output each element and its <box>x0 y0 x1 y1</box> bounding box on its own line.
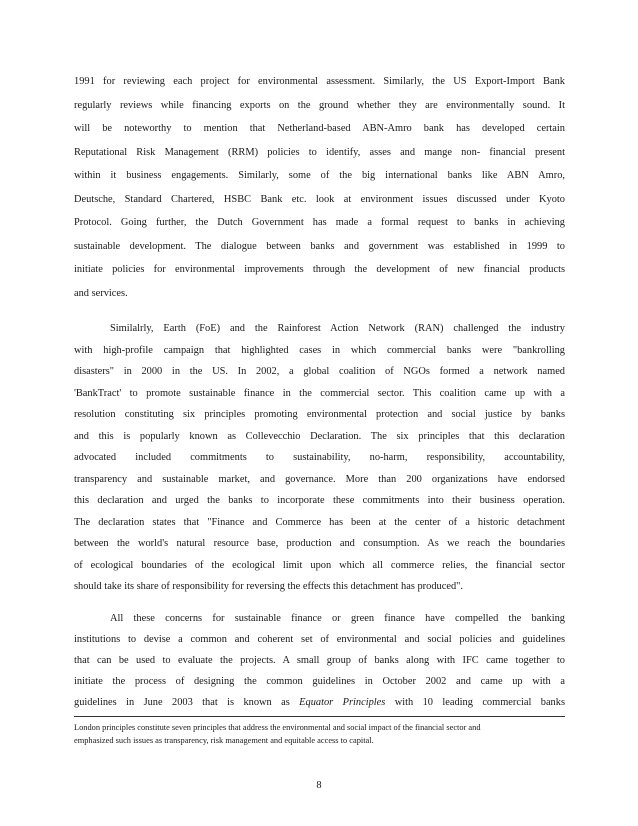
body-text-line: with high-profile campaign that highlighted cases in which commercial banks were "bankrolling <box>74 344 565 356</box>
paragraph-first-line: Similalrly, Earth (FoE) and the Rainforest Action Network (RAN) challenged the industry <box>110 323 565 334</box>
body-text-line: should take its share of responsibility for reversing the effects this detachment has produced". <box>74 581 463 592</box>
body-text-line: within it business engagements. Similarly, some of the big international banks like ABN Amro, <box>74 170 565 181</box>
footnote-line: London principles constitute seven principles that address the environmental and social impact of the financial sector and <box>74 723 481 732</box>
body-text-line: this declaration and urged the banks to incorporate these commitments into their business operation. <box>74 495 565 506</box>
body-text-line: will be noteworthy to mention that Netherland-based ABN-Amro bank has developed certain <box>74 123 565 134</box>
body-text-line: and services. <box>74 287 128 299</box>
body-text-line: Deutsche, Standard Chartered, HSBC Bank etc. look at environment issues discussed under Kyoto <box>74 193 565 205</box>
body-text-line: initiate policies for environmental improvements through the development of new financial products <box>74 264 565 275</box>
body-text-line: initiate the process of designing the common guidelines in October 2002 and came up with a <box>74 676 565 687</box>
text-segment: guidelines in June 2003 that is known as <box>74 697 300 708</box>
paragraph-first-line: All these concerns for sustainable finance or green finance have compelled the banking <box>110 613 565 624</box>
body-text-line: regularly reviews while financing exports on the ground whether they are environmentally sound. It <box>74 99 565 111</box>
body-text-line: advocated included commitments to sustainability, no-harm, responsibility, accountability, <box>74 452 565 463</box>
page-number: 8 <box>316 780 322 791</box>
body-text-line: institutions to devise a common and coherent set of environmental and social policies and guidelines <box>74 634 565 645</box>
equator-principles-term: Equator Principles <box>299 697 386 708</box>
body-text-line: 1991 for reviewing each project for environmental assessment. Similarly, the US Export-Import Bank <box>74 76 565 87</box>
body-text-line: and this is popularly known as Collevecchio Declaration. The six principles that this declaration <box>74 430 565 442</box>
body-text-line: sustainable development. The dialogue between banks and government was established in 1999 to <box>74 240 565 252</box>
footnote-line: emphasized such issues as transparency, risk management and equitable access to capital. <box>74 736 374 745</box>
body-text-line: Protocol. Going further, the Dutch Government has made a formal request to banks in achieving <box>74 217 565 228</box>
body-text-line: that can be used to evaluate the projects. A small group of banks along with IFC came together to <box>74 655 565 666</box>
body-text-line: disasters" in 2000 in the US. In 2002, a global coalition of NGOs formed a network named <box>74 366 565 377</box>
body-text-line: transparency and sustainable market, and governance. More than 200 organizations have endorsed <box>74 473 565 485</box>
text-segment: with 10 leading commercial banks <box>385 697 565 708</box>
body-text-line: Reputational Risk Management (RRM) policies to identify, asses and mange non- financial present <box>74 146 565 158</box>
body-text-line: resolution constituting six principles promoting environmental protection and social justice by banks <box>74 409 565 420</box>
body-text-line <box>74 696 565 710</box>
body-text-line: of ecological boundaries of the ecological limit upon which all commerce relies, the financial sector <box>74 559 565 571</box>
body-text-line: between the world's natural resource base, production and consumption. As we reach the boundaries <box>74 538 565 549</box>
body-text-line: The declaration states that "Finance and Commerce has been at the center of a historic detachment <box>74 516 565 528</box>
footnote-separator <box>74 716 565 717</box>
body-text-line: 'BankTract' to promote sustainable finance in the commercial sector. This coalition came up with a <box>74 387 565 399</box>
